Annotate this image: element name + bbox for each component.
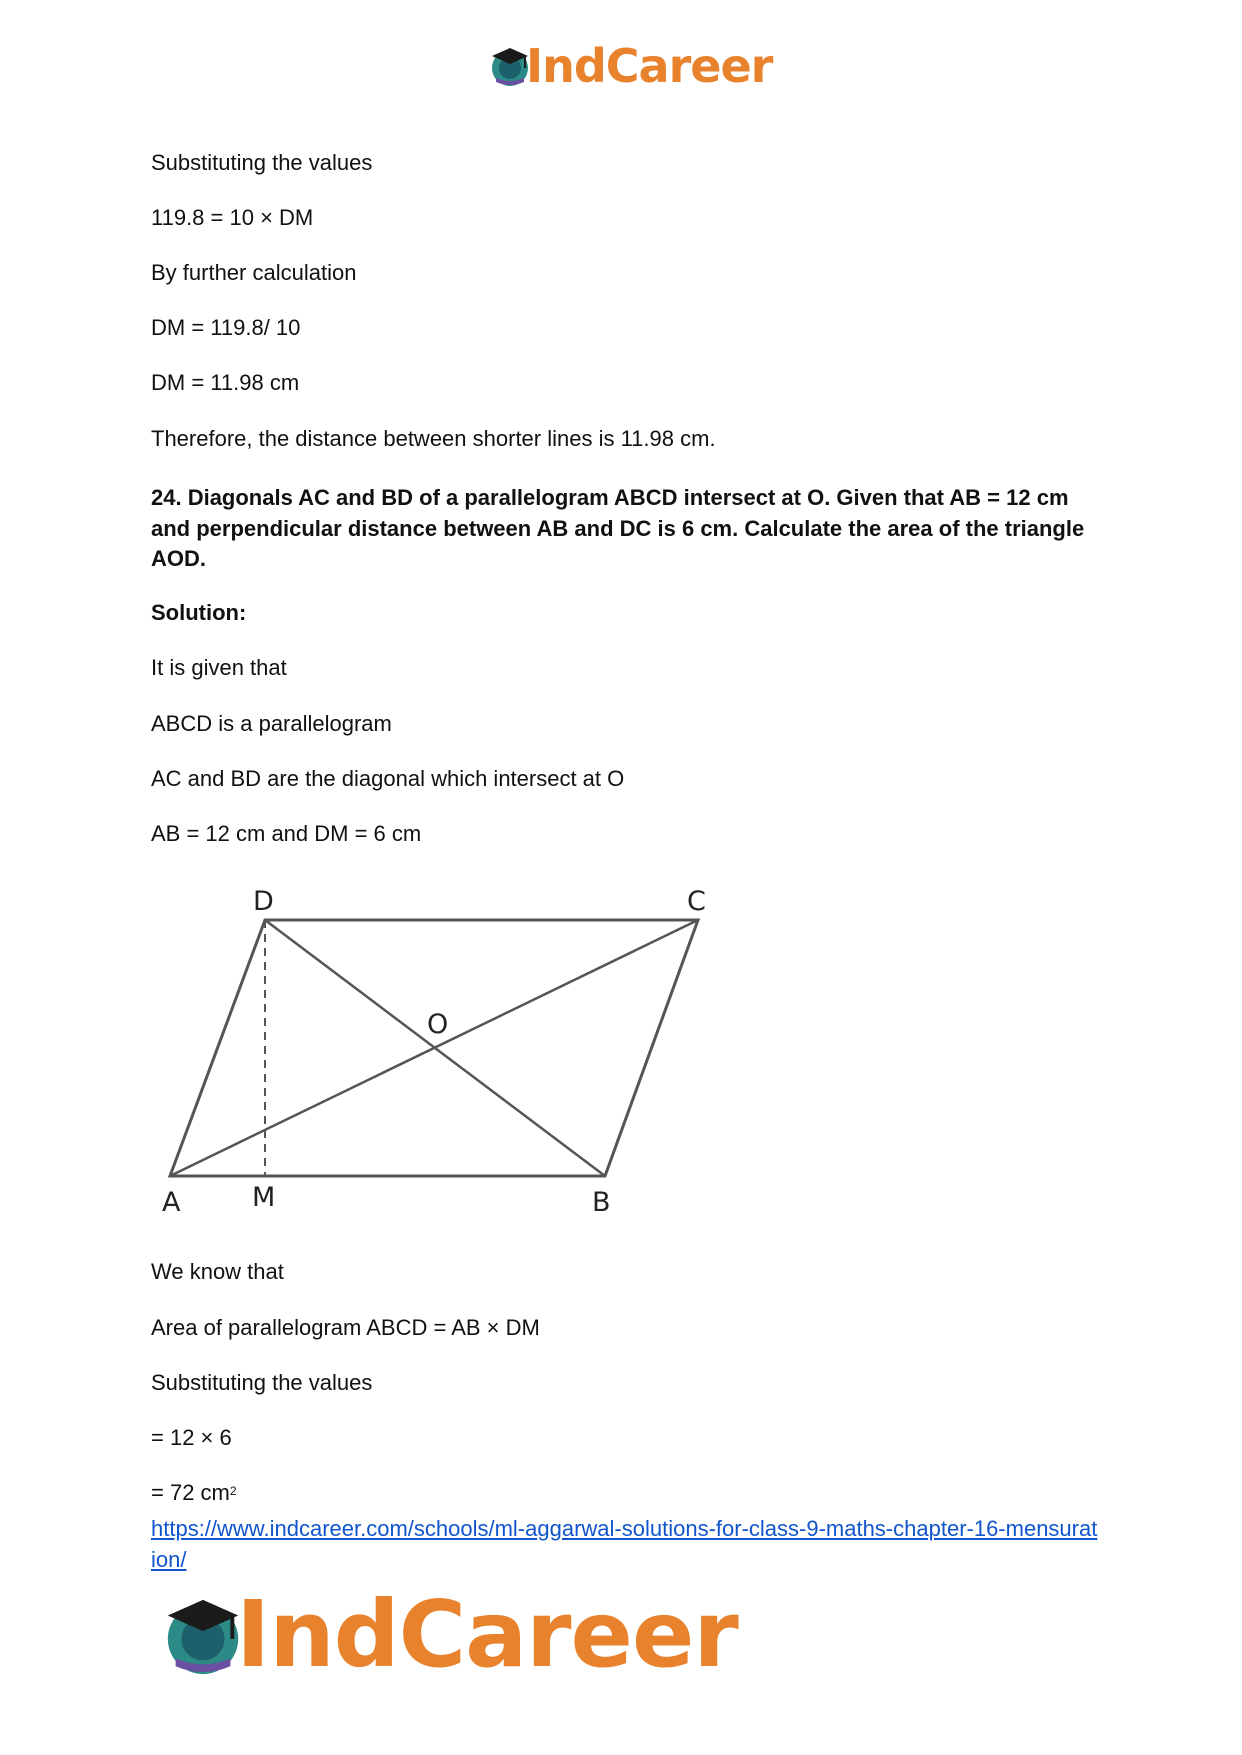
text-line: By further calculation (151, 260, 357, 285)
text-line: Therefore, the distance between shorter lines is 11.98 cm. (151, 426, 716, 451)
text-line: DM = 119.8/ 10 (151, 315, 301, 340)
text-line: AB = 12 cm and DM = 6 cm (151, 821, 422, 846)
brand-wordmark: IndCareer (236, 1581, 738, 1688)
label-a: A (162, 1187, 181, 1218)
source-link[interactable]: https://www.indcareer.com/schools/ml-aggarwal-solutions-for-class-9-maths-chapter-16-mensuration/ (151, 1516, 1098, 1572)
area-value: = 72 cm (151, 1480, 230, 1505)
text-line: AC and BD are the diagonal which intersect at O (151, 766, 625, 791)
label-d: D (253, 886, 274, 917)
text-line: ABCD is a parallelogram (151, 711, 392, 736)
label-c: C (687, 886, 706, 917)
graduate-globe-icon (160, 1592, 246, 1678)
label-b: B (592, 1187, 611, 1218)
footer-logo (160, 1581, 738, 1688)
parallelogram-figure (155, 880, 735, 1220)
question-heading: 24. Diagonals AC and BD of a parallelogram ABCD intersect at O. Given that AB = 12 cm and perpendicular distance between AB and DC is 6 cm. Calculate the area of the triangle AOD. (151, 485, 1085, 571)
solution-label: Solution: (151, 600, 247, 625)
text-line: Substituting the values (151, 150, 373, 175)
text-line: Substituting the values (151, 1370, 373, 1395)
text-line: It is given that (151, 655, 287, 680)
text-line: DM = 11.98 cm (151, 370, 300, 395)
label-m: M (252, 1182, 276, 1213)
text-line: 119.8 = 10 × DM (151, 205, 314, 230)
area-result (151, 1479, 237, 1507)
text-line: = 12 × 6 (151, 1425, 232, 1450)
brand-wordmark: IndCareer (526, 39, 773, 93)
label-o: O (427, 1009, 449, 1040)
diagonal-bd (265, 920, 605, 1176)
text-line: Area of parallelogram ABCD = AB × DM (151, 1315, 540, 1340)
text-line: We know that (151, 1259, 284, 1284)
header-logo (488, 40, 772, 92)
area-exponent: 2 (229, 1484, 237, 1498)
